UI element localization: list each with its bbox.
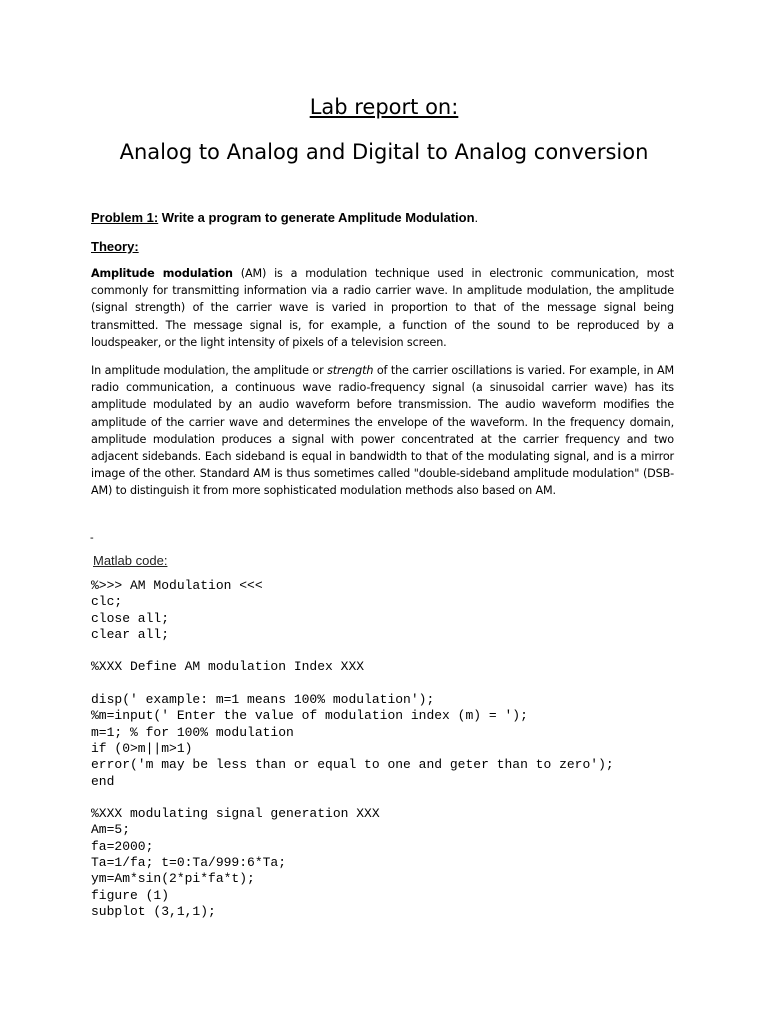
code-line	[91, 790, 691, 806]
problem-statement	[91, 210, 681, 225]
report-title: Lab report on:	[309, 95, 459, 119]
code-line: clear all;	[91, 626, 170, 642]
matlab-code-block	[91, 578, 691, 920]
code-line: ym=Am*sin(2*pi*fa*t);	[91, 871, 255, 887]
code-line	[91, 643, 691, 659]
emphasis-strength: strength	[327, 364, 374, 377]
code-line: Am=5;	[91, 822, 131, 838]
code-line: figure (1)	[91, 887, 170, 903]
paragraph-2-text-a: In amplitude modulation, the amplitude or	[91, 364, 328, 377]
theory-paragraph-1	[91, 265, 674, 351]
matlab-code-label: Matlab code:	[93, 553, 168, 568]
code-line: error('m may be less than or equal to one and geter than to zero');	[91, 757, 614, 773]
term-amplitude-modulation: Amplitude modulation	[91, 267, 233, 280]
code-line	[91, 676, 691, 692]
code-line: %m=input(' Enter the value of modulation index (m) = ');	[91, 708, 528, 724]
code-line: clc;	[91, 594, 123, 610]
code-line: fa=2000;	[91, 838, 154, 854]
code-line: Ta=1/fa; t=0:Ta/999:6*Ta;	[91, 855, 287, 871]
paragraph-2-text-b: of the carrier oscillations is varied. For example, in AM radio communication, a continuous wave radio-frequency signal (a sinusoidal carrier wave) has its amplitude modulated by an audio waveform before transmission. The audio waveform modifies the amplitude of the carrier wave and determines the envelope of the waveform. In the frequency domain, amplitude modulation produces a signal with power concentrated at the carrier frequency and two adjacent sidebands. Each sideband is equal in bandwidth to that of the modulating signal, and is a mirror image of the other. Standard AM is thus sometimes called "double-sideband amplitude modulation" (DSB-AM) to distinguish it from more sophisticated modulation methods also based on AM.	[91, 364, 674, 498]
theory-heading: Theory:	[91, 239, 139, 254]
separator-dash: -	[90, 532, 94, 544]
report-subtitle: Analog to Analog and Digital to Analog conversion	[119, 140, 649, 164]
problem-text: Write a program to generate Amplitude Modulation	[158, 210, 475, 225]
code-line: %>>> AM Modulation <<<	[91, 578, 263, 593]
code-line: end	[91, 773, 115, 789]
code-line: subplot (3,1,1);	[91, 903, 216, 919]
problem-period: .	[474, 210, 479, 225]
theory-paragraph-2	[91, 362, 674, 500]
code-line: m=1; % for 100% modulation	[91, 724, 294, 740]
code-line: disp(' example: m=1 means 100% modulation');	[91, 692, 435, 708]
paragraph-1-text: (AM) is a modulation technique used in electronic communication, most commonly for transmitting information via a radio carrier wave. In amplitude modulation, the amplitude (signal strength) of the carrier wave is varied in proportion to that of the message signal being transmitted. The message signal is, for example, a function of the sound to be reproduced by a loudspeaker, or the light intensity of pixels of a television screen.	[91, 267, 674, 349]
code-line: if (0>m||m>1)	[91, 740, 193, 756]
code-line: %XXX modulating signal generation XXX	[91, 806, 380, 822]
code-line: close all;	[91, 610, 170, 626]
code-line: %XXX Define AM modulation Index XXX	[91, 659, 365, 675]
problem-label: Problem 1:	[91, 210, 159, 225]
